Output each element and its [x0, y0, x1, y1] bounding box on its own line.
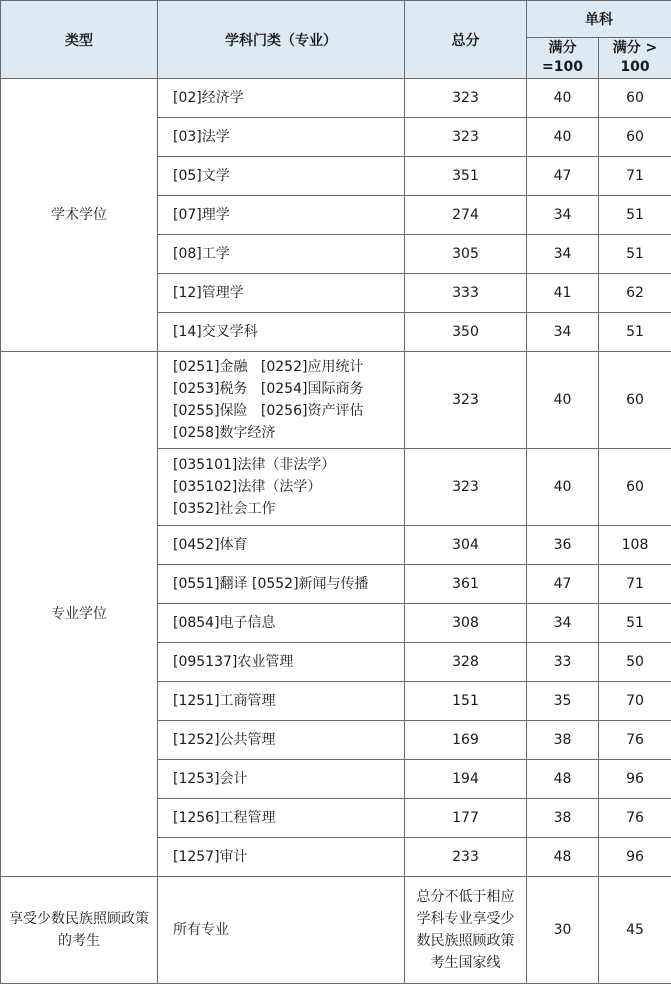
single-gt100-cell: 51: [599, 235, 671, 274]
single-gt100-cell: 51: [599, 196, 671, 235]
total-cell: 361: [405, 565, 527, 604]
header-full-gt-100-line2: 100: [620, 59, 650, 75]
single-gt100-cell: 96: [599, 760, 671, 799]
total-cell: 351: [405, 157, 527, 196]
single-gt100-cell: 60: [599, 449, 671, 526]
single-gt100-cell: 45: [599, 877, 671, 984]
subject-line: [0352]社会工作: [173, 501, 276, 517]
single-gt100-cell: 51: [599, 313, 671, 352]
group-academic: 学术学位: [1, 79, 158, 352]
header-full-100-line2: =100: [542, 59, 583, 75]
header-total: 总分: [405, 1, 527, 79]
subject-cell: [02]经济学: [158, 79, 405, 118]
subject-line: [035101]法律（非法学）: [173, 457, 336, 473]
single-100-cell: 34: [527, 313, 599, 352]
total-cell: 328: [405, 643, 527, 682]
total-cell: 177: [405, 799, 527, 838]
single-100-cell: 40: [527, 352, 599, 449]
total-cell: 350: [405, 313, 527, 352]
total-note-line: 考生国家线: [430, 955, 501, 971]
total-cell: 308: [405, 604, 527, 643]
header-full-gt-100-line1: 满分 >: [612, 40, 658, 56]
subject-cell: [07]理学: [158, 196, 405, 235]
header-single: 单科: [527, 1, 671, 38]
total-cell: 323: [405, 352, 527, 449]
subject-line: [0258]数字经济: [173, 425, 276, 441]
total-cell: 304: [405, 526, 527, 565]
total-note-line: 学科专业享受少: [416, 911, 515, 927]
table-row: [1, 352, 671, 449]
subject-line: [0251]金融 [0252]应用统计: [173, 359, 364, 375]
header-subject: 学科门类（专业）: [158, 1, 405, 79]
subject-cell: [0551]翻译 [0552]新闻与传播: [158, 565, 405, 604]
single-100-cell: 48: [527, 838, 599, 877]
single-100-cell: 34: [527, 235, 599, 274]
group-minority-line1: 享受少数民族照顾政策: [9, 911, 149, 927]
group-minority: [1, 877, 158, 984]
total-note-line: 总分不低于相应: [416, 889, 515, 905]
single-100-cell: 38: [527, 721, 599, 760]
single-100-cell: 30: [527, 877, 599, 984]
subject-cell: [158, 449, 405, 526]
subject-cell: [1251]工商管理: [158, 682, 405, 721]
group-professional: 专业学位: [1, 352, 158, 877]
total-cell: 194: [405, 760, 527, 799]
single-gt100-cell: 70: [599, 682, 671, 721]
single-gt100-cell: 96: [599, 838, 671, 877]
total-cell: 333: [405, 274, 527, 313]
subject-line: [0255]保险 [0256]资产评估: [173, 403, 364, 419]
subject-cell: [0854]电子信息: [158, 604, 405, 643]
total-cell: 323: [405, 118, 527, 157]
single-100-cell: 40: [527, 449, 599, 526]
subject-cell: [12]管理学: [158, 274, 405, 313]
total-cell: 305: [405, 235, 527, 274]
total-cell: 323: [405, 79, 527, 118]
subject-cell: [08]工学: [158, 235, 405, 274]
header-full-100: [527, 38, 599, 79]
single-100-cell: 33: [527, 643, 599, 682]
single-gt100-cell: 108: [599, 526, 671, 565]
subject-cell: [14]交叉学科: [158, 313, 405, 352]
single-gt100-cell: 51: [599, 604, 671, 643]
total-cell: 151: [405, 682, 527, 721]
header-type: 类型: [1, 1, 158, 79]
single-100-cell: 47: [527, 565, 599, 604]
total-cell: [405, 877, 527, 984]
single-gt100-cell: 60: [599, 79, 671, 118]
single-100-cell: 34: [527, 604, 599, 643]
single-gt100-cell: 71: [599, 157, 671, 196]
single-100-cell: 40: [527, 79, 599, 118]
header-full-100-line1: 满分: [548, 40, 577, 56]
total-note-line: 数民族照顾政策: [416, 933, 515, 949]
subject-cell: 所有专业: [158, 877, 405, 984]
subject-line: [0253]税务 [0254]国际商务: [173, 381, 364, 397]
total-cell: 323: [405, 449, 527, 526]
single-gt100-cell: 60: [599, 118, 671, 157]
subject-cell: [1256]工程管理: [158, 799, 405, 838]
single-100-cell: 47: [527, 157, 599, 196]
subject-cell: [158, 352, 405, 449]
total-cell: 169: [405, 721, 527, 760]
subject-cell: [1257]审计: [158, 838, 405, 877]
total-cell: 233: [405, 838, 527, 877]
single-100-cell: 34: [527, 196, 599, 235]
total-cell: 274: [405, 196, 527, 235]
subject-cell: [05]文学: [158, 157, 405, 196]
subject-cell: [1253]会计: [158, 760, 405, 799]
single-100-cell: 40: [527, 118, 599, 157]
single-gt100-cell: 62: [599, 274, 671, 313]
single-gt100-cell: 71: [599, 565, 671, 604]
subject-cell: [095137]农业管理: [158, 643, 405, 682]
single-100-cell: 38: [527, 799, 599, 838]
table-row: [1, 79, 671, 118]
single-gt100-cell: 76: [599, 799, 671, 838]
subject-cell: [1252]公共管理: [158, 721, 405, 760]
single-100-cell: 48: [527, 760, 599, 799]
single-100-cell: 41: [527, 274, 599, 313]
group-minority-line2: 的考生: [58, 933, 100, 949]
subject-cell: [0452]体育: [158, 526, 405, 565]
subject-line: [035102]法律（法学）: [173, 479, 322, 495]
single-100-cell: 36: [527, 526, 599, 565]
single-gt100-cell: 60: [599, 352, 671, 449]
table-row: [1, 877, 671, 984]
header-full-gt-100: [599, 38, 671, 79]
single-gt100-cell: 76: [599, 721, 671, 760]
subject-cell: [03]法学: [158, 118, 405, 157]
single-gt100-cell: 50: [599, 643, 671, 682]
single-100-cell: 35: [527, 682, 599, 721]
